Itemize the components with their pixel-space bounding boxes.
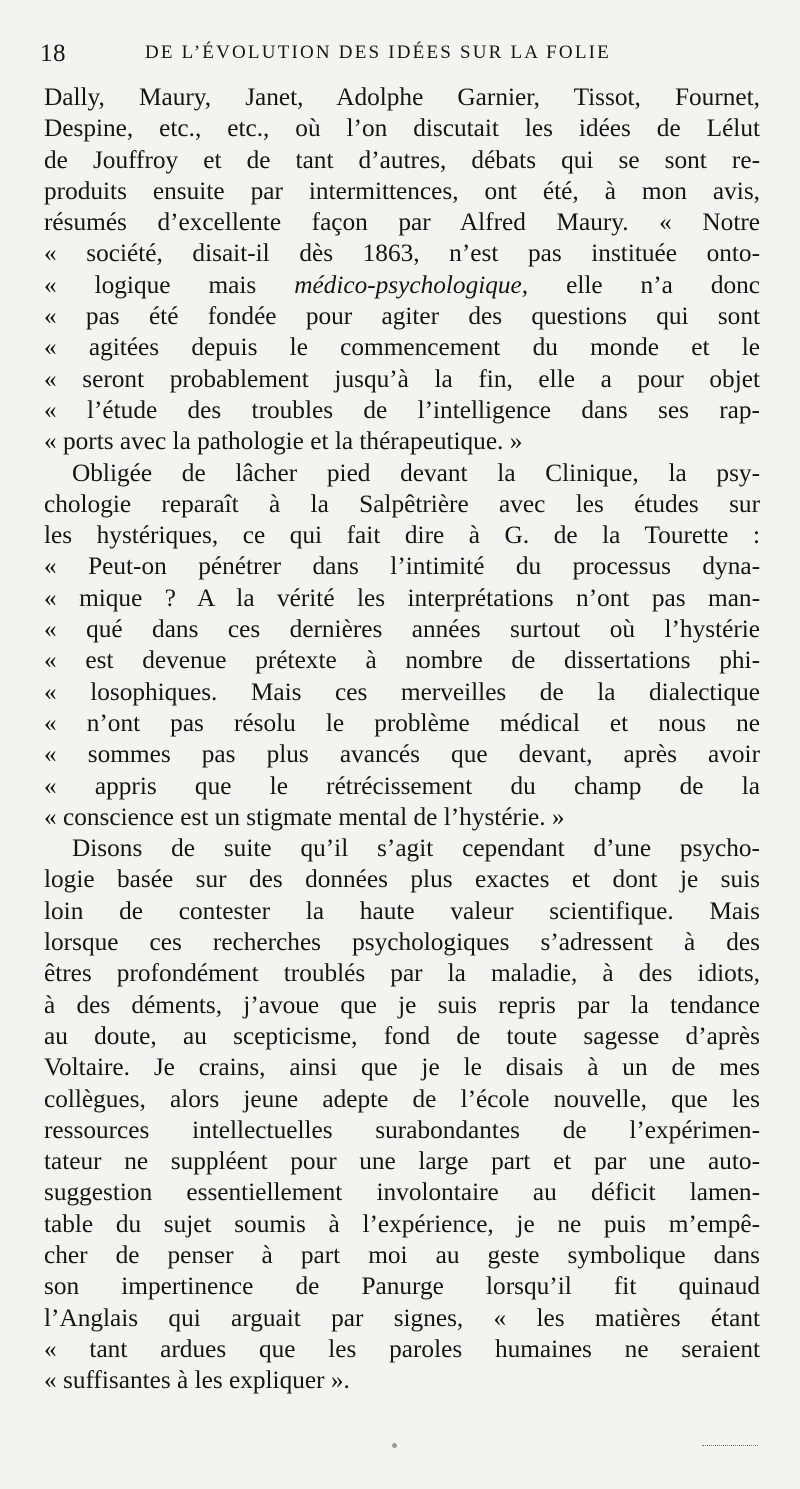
text-line: loin de contester la haute valeur scientifique. Mais xyxy=(44,896,760,925)
text-line: Dally, Maury, Janet, Adolphe Garnier, Tissot, Fournet, xyxy=(44,83,760,111)
text-line: au doute, au scepticisme, fond de toute sagesse d’après xyxy=(44,1021,760,1050)
text-line: « sommes pas plus avancés que devant, après avoir xyxy=(44,740,760,769)
text-line: lorsque ces recherches psychologiques s’adressent à des xyxy=(44,928,760,957)
text-line: à des déments, j’avoue que je suis repris par la tendance xyxy=(44,990,760,1019)
text-line: « appris que le rétrécissement du champ de la xyxy=(44,771,760,800)
italic-term: médico-psychologique, xyxy=(294,270,529,299)
running-head: DE L’ÉVOLUTION DES IDÉES SUR LA FOLIE xyxy=(145,42,611,63)
text-line: « qué dans ces dernières années surtout où l’hystérie xyxy=(44,615,760,644)
text-line: « tant ardues que les paroles humaines ne seraient xyxy=(44,1334,760,1363)
text-line: son impertinence de Panurge lorsqu’il fit quinaud xyxy=(44,1272,760,1301)
margin-mark xyxy=(702,1445,758,1447)
text-line: « agitées depuis le commencement du monde et le xyxy=(44,333,760,362)
text-line xyxy=(44,270,760,301)
text-segment: « logique mais xyxy=(44,270,295,299)
text-line: « suffisantes à les expliquer ». xyxy=(44,1366,350,1395)
text-line: « est devenue prétexte à nombre de dissertations phi- xyxy=(44,646,760,675)
body-text xyxy=(44,82,760,1396)
text-line: « conscience est un stigmate mental de l’hystérie. » xyxy=(44,802,565,831)
ink-speck xyxy=(392,1443,397,1448)
text-line: collègues, alors jeune adepte de l’école nouvelle, que les xyxy=(44,1084,760,1113)
text-line: « l’étude des troubles de l’intelligence dans ses rap- xyxy=(44,395,760,424)
text-line: tateur ne suppléent pour une large part et par une auto- xyxy=(44,1147,760,1176)
text-line: les hystériques, ce qui fait dire à G. de la Tourette : xyxy=(44,521,760,550)
text-line: produits ensuite par intermittences, ont été, à mon avis, xyxy=(44,176,760,205)
text-line: cher de penser à part moi au geste symbolique dans xyxy=(44,1240,760,1269)
text-line: table du sujet soumis à l’expérience, je ne puis m’empê- xyxy=(44,1209,760,1238)
text-line: « mique ? A la vérité les interprétations n’ont pas man- xyxy=(44,583,760,612)
text-line: êtres profondément troublés par la maladie, à des idiots, xyxy=(44,959,760,988)
text-line: de Jouffroy et de tant d’autres, débats qui se sont re- xyxy=(44,145,760,174)
page-number: 18 xyxy=(40,40,66,67)
text-line: Disons de suite qu’il s’agit cependant d’une psycho- xyxy=(72,834,760,863)
text-line: résumés d’excellente façon par Alfred Maury. « Notre xyxy=(44,208,760,237)
page-header xyxy=(40,38,760,74)
text-line: chologie reparaît à la Salpêtrière avec les études sur xyxy=(44,489,760,518)
text-line: « société, disait-il dès 1863, n’est pas instituée onto- xyxy=(44,239,760,268)
text-segment: elle n’a donc xyxy=(528,270,760,299)
text-line: « Peut-on pénétrer dans l’intimité du processus dyna- xyxy=(44,552,760,581)
text-line: Voltaire. Je crains, ainsi que je le disais à un de mes xyxy=(44,1053,760,1082)
text-line: l’Anglais qui arguait par signes, « les matières étant xyxy=(44,1303,760,1332)
text-line: suggestion essentiellement involontaire au déficit lamen- xyxy=(44,1178,760,1207)
text-line: Obligée de lâcher pied devant la Clinique, la psy- xyxy=(72,458,760,487)
text-line: Despine, etc., etc., où l’on discutait les idées de Lélut xyxy=(44,114,760,143)
text-line: « ports avec la pathologie et la thérapeutique. » xyxy=(44,427,523,456)
text-line: « n’ont pas résolu le problème médical et nous ne xyxy=(44,708,760,737)
text-line: ressources intellectuelles surabondantes de l’expérimen- xyxy=(44,1115,760,1144)
text-line: logie basée sur des données plus exactes et dont je suis xyxy=(44,865,760,894)
text-line: « losophiques. Mais ces merveilles de la dialectique xyxy=(44,677,760,706)
text-line: « pas été fondée pour agiter des questions qui sont xyxy=(44,302,760,331)
text-line: « seront probablement jusqu’à la fin, elle a pour objet xyxy=(44,364,760,393)
